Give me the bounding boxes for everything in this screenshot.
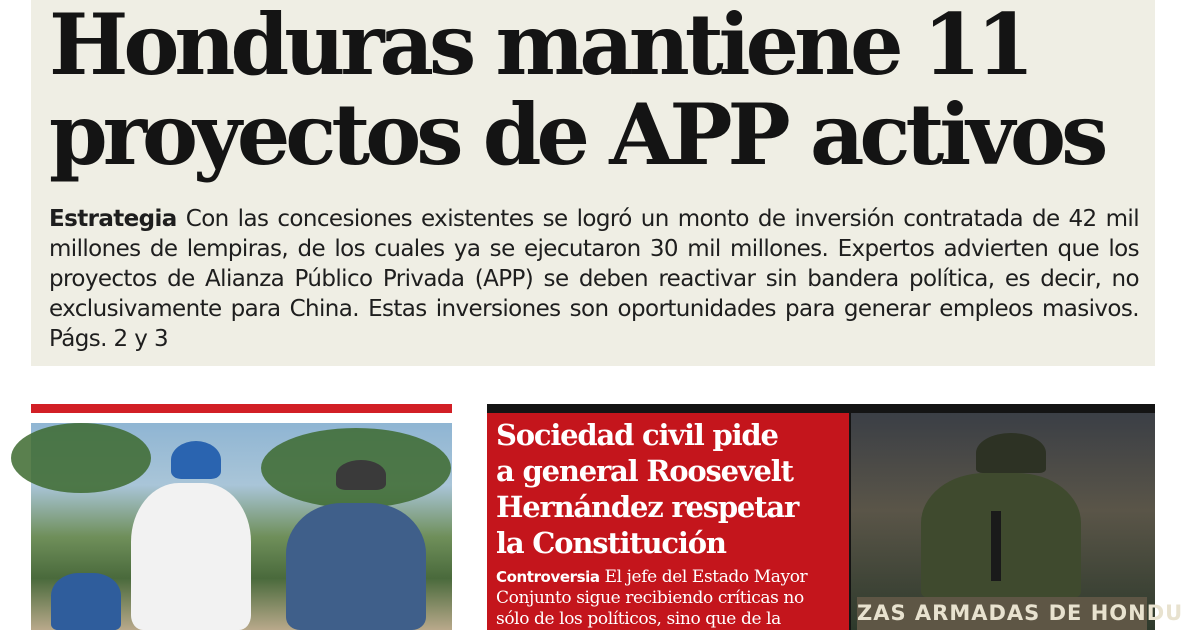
beach-photo[interactable] [31,423,452,630]
lead-kicker: Estrategia [49,206,177,232]
podium-banner: ZAS ARMADAS DE HONDU [857,597,1147,630]
general-uniform [921,473,1081,598]
secondary-kicker: Controversia [496,568,600,586]
lead-body: Con las concesiones existentes se logró un monto de inversión contratada de 42 mil millones de lempiras, de los cuales ya se ejecutaron 30 mil millones. Expertos advierten que los proyectos de Alianza Público Privada (APP) se deben reactivar sin bandera política, es decir, no exclusivamente para China. Estas inversiones son oportunidades para generar empleos masivos. Págs. 2 y 3 [49,206,1139,352]
dark-cap [336,460,386,490]
blue-cap [171,441,221,479]
military-cap [976,433,1046,473]
lead-headline[interactable] [49,0,1159,184]
lead-summary [49,204,1139,354]
palm-foliage [11,423,151,493]
microphone-stand [991,511,1001,581]
left-story-rule [31,404,452,413]
secondary-headline[interactable] [496,417,846,561]
secondary-headline-line-2: a general Roosevelt [496,454,793,488]
secondary-headline-line-3: Hernández respetar [496,490,799,524]
secondary-summary [496,567,841,630]
secondary-headline-line-1: Sociedad civil pide [496,418,778,452]
person-white-shirt [131,483,251,630]
lead-headline-line-2: proyectos de APP activos [49,85,1104,184]
person-denim-shirt [286,503,426,630]
general-photo[interactable] [851,413,1184,630]
lead-headline-line-1: Honduras mantiene 11 [49,0,1030,94]
secondary-headline-line-4: la Constitución [496,526,726,560]
secondary-body: El jefe del Estado Mayor Conjunto sigue recibiendo críticas no sólo de los políticos, sino que de la [496,567,808,629]
secondary-story-panel [487,413,849,630]
person-background [51,573,121,630]
